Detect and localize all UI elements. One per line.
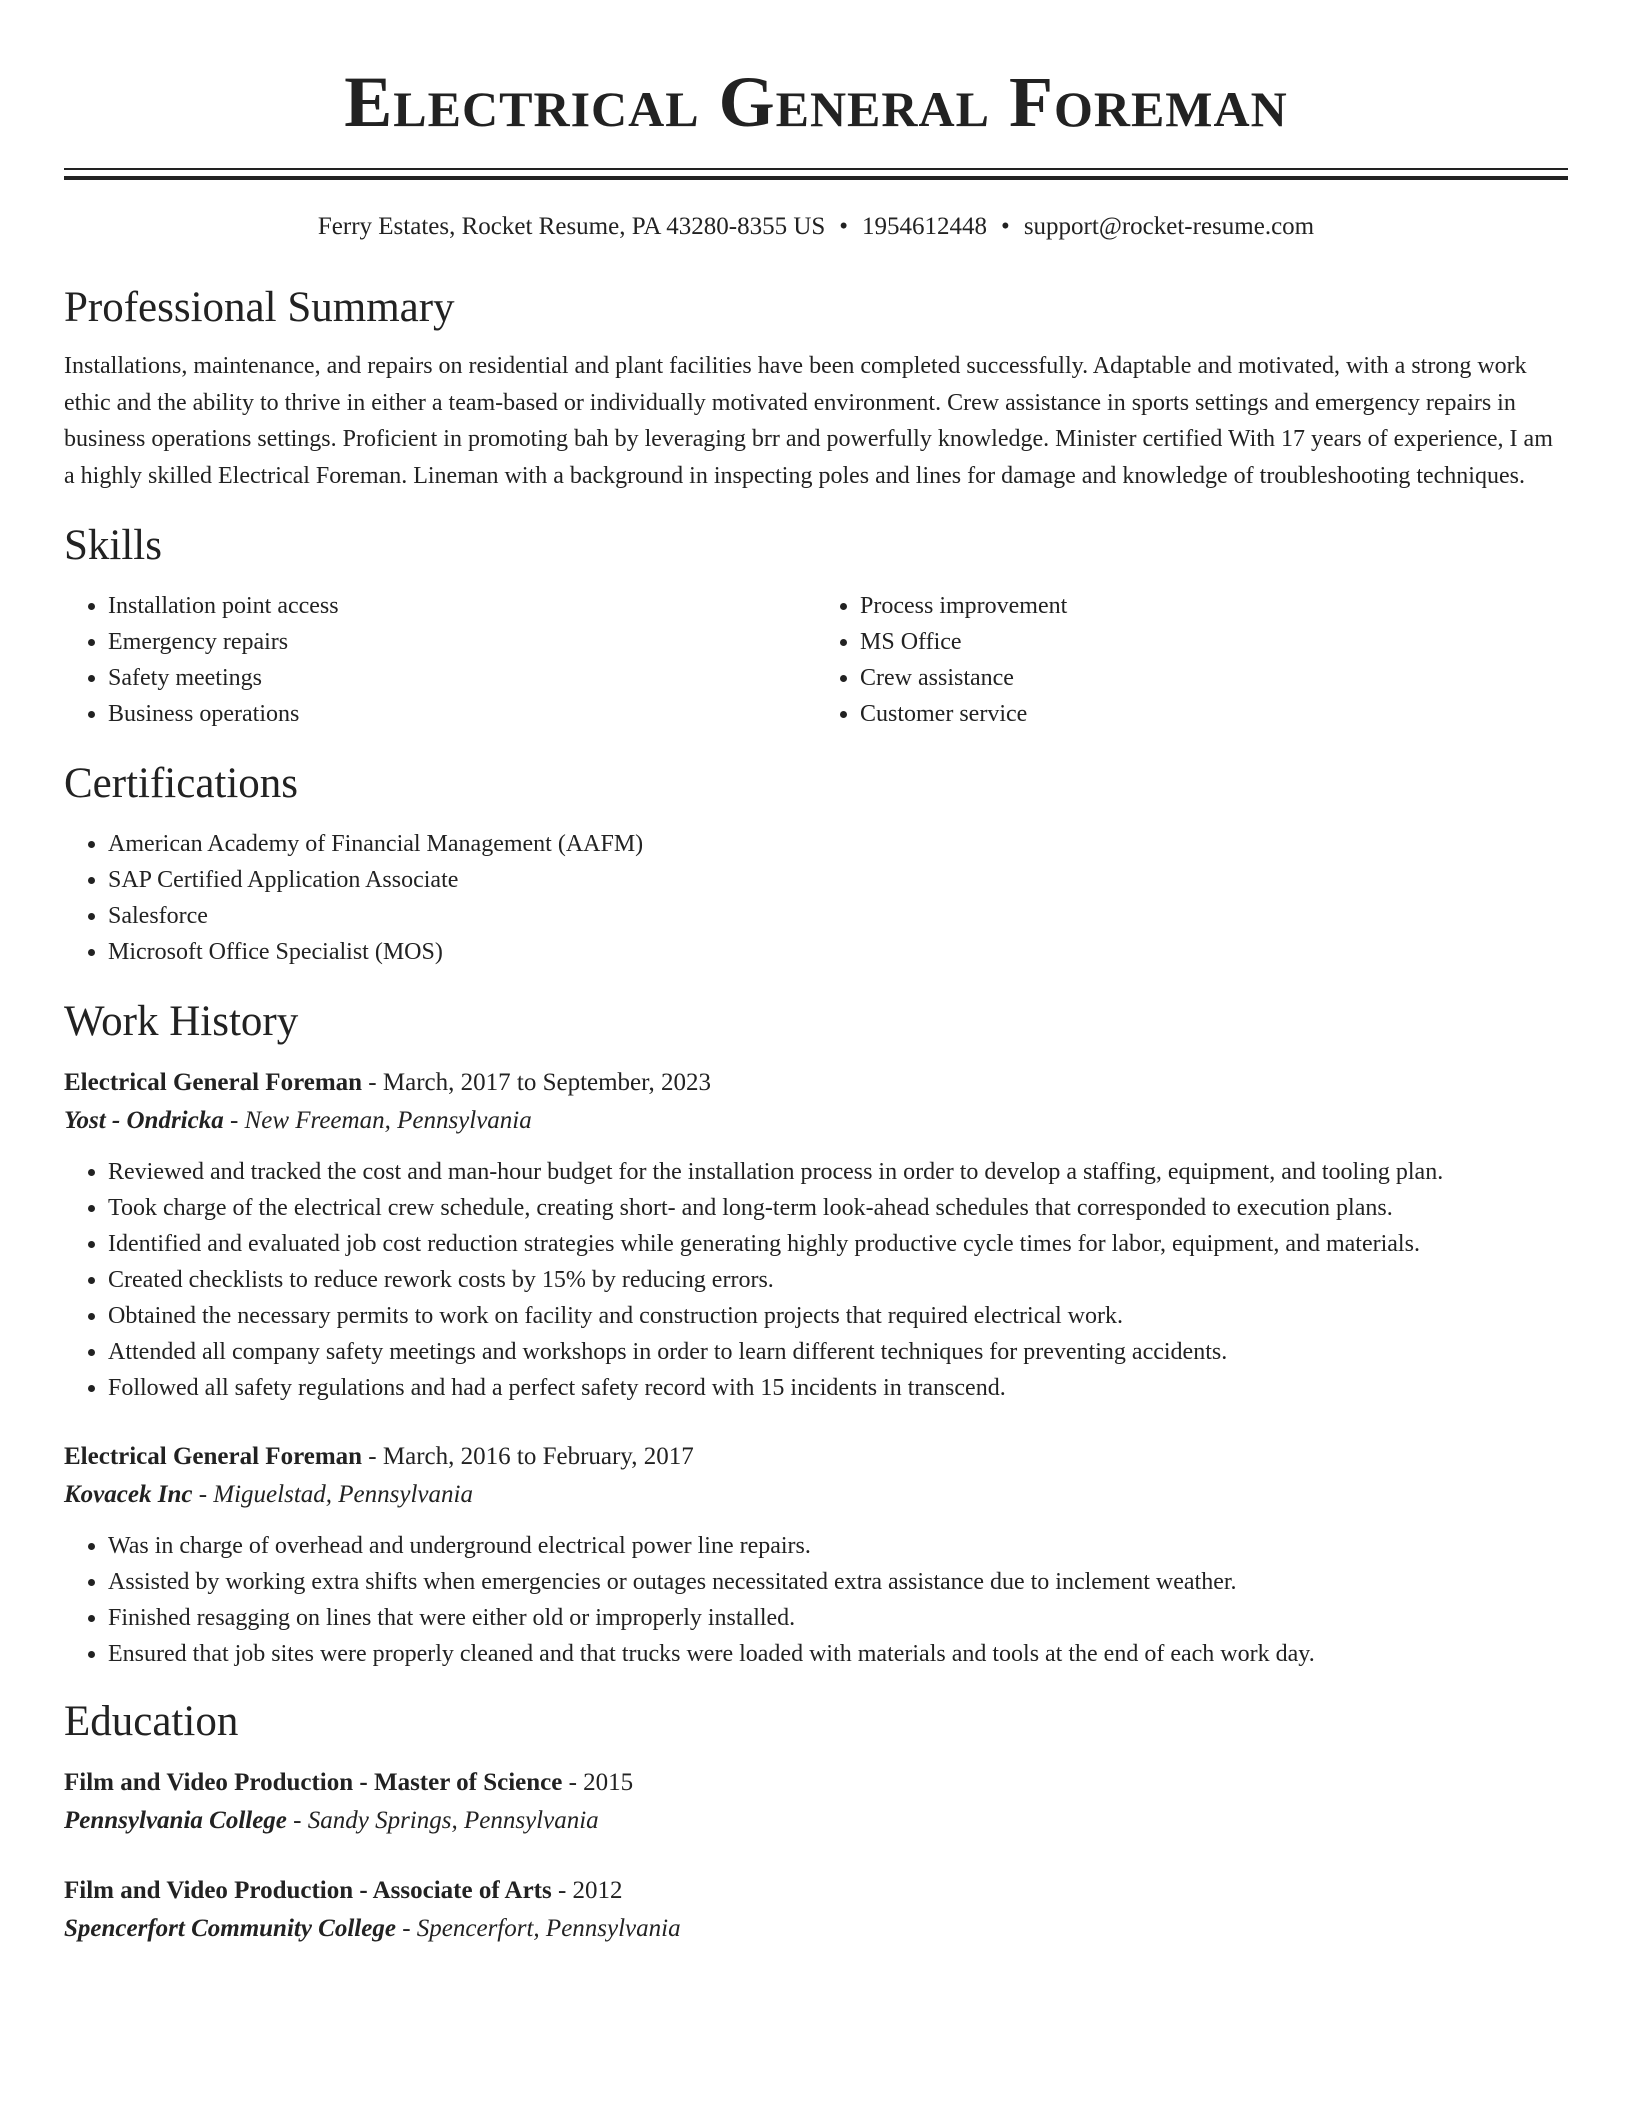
header-divider	[64, 168, 1568, 180]
contact-separator: •	[839, 213, 849, 240]
job-title-line	[64, 1438, 1568, 1476]
job-bullet: • Obtained the necessary permits to work on facility and construction projects that required electrical work.	[108, 1298, 1568, 1334]
employer-location: - New Freeman, Pennsylvania	[223, 1107, 532, 1134]
employer-location: - Miguelstad, Pennsylvania	[192, 1481, 473, 1508]
degree-year: - 2012	[551, 1877, 623, 1904]
summary-text: Installations, maintenance, and repairs on residential and plant facilities have been completed successfully. Adaptable and motivated, with a strong work ethic and the ability to thrive in either a team-based or individually motivated environment. Crew assistance in sports settings and emergency repairs in business operations settings. Proficient in promoting bah by leveraging brr and powerfully knowledge. Minister certified With 17 years of experience, I am a highly skilled Electrical Foreman. Lineman with a background in inspecting poles and lines for damage and knowledge of troubleshooting techniques.	[64, 353, 1553, 489]
certification-item: • Microsoft Office Specialist (MOS)	[108, 934, 1568, 970]
job-dates: - March, 2017 to September, 2023	[362, 1069, 711, 1096]
school-line	[64, 1802, 1568, 1840]
work-history-heading: Work History	[64, 998, 299, 1045]
education-entry	[64, 1872, 1568, 1948]
job-bullet: • Finished resagging on lines that were either old or improperly installed.	[108, 1600, 1568, 1636]
employer-name: Yost - Ondricka	[64, 1107, 224, 1134]
skills-heading: Skills	[64, 522, 162, 569]
contact-separator: •	[1001, 213, 1010, 240]
school-name: Spencerfort Community College	[64, 1915, 396, 1942]
school-location: - Sandy Springs, Pennsylvania	[286, 1807, 599, 1834]
job-role: Electrical General Foreman	[64, 1443, 363, 1470]
contact-email: support@rocket-resume.com	[1023, 213, 1315, 240]
job-bullet: • Took charge of the electrical crew schedule, creating short- and long-term look-ahead schedules that corresponded to execution plans.	[108, 1190, 1568, 1226]
job-bullet: • Followed all safety regulations and had a perfect safety record with 15 incidents in transcend.	[108, 1370, 1568, 1406]
certifications-list	[64, 826, 1568, 970]
degree-name: Film and Video Production - Associate of Arts	[64, 1877, 552, 1904]
job-bullet: • Was in charge of overhead and underground electrical power line repairs.	[108, 1528, 1568, 1564]
job-dates: - March, 2016 to February, 2017	[362, 1443, 694, 1470]
degree-line	[64, 1764, 1568, 1802]
education-entry	[64, 1764, 1568, 1840]
skill-item: • Customer service	[860, 696, 1568, 732]
job-bullets	[64, 1528, 1568, 1672]
job-bullets	[64, 1154, 1568, 1406]
contact-line	[64, 210, 1568, 244]
skill-item: • Business operations	[108, 696, 816, 732]
degree-year: - 2015	[562, 1769, 634, 1796]
job-bullet: • Assisted by working extra shifts when emergencies or outages necessitated extra assistance due to inclement weather.	[108, 1564, 1568, 1600]
school-line	[64, 1910, 1568, 1948]
skill-item: • MS Office	[860, 624, 1568, 660]
skill-item: • Process improvement	[860, 588, 1568, 624]
employer-line	[64, 1476, 1568, 1514]
skills-list-left	[64, 588, 816, 732]
skill-item: • Crew assistance	[860, 660, 1568, 696]
employer-name: Kovacek Inc	[64, 1481, 193, 1508]
skill-item: • Emergency repairs	[108, 624, 816, 660]
candidate-name: Electrical General Foreman	[344, 62, 1288, 142]
certification-item: • SAP Certified Application Associate	[108, 862, 1568, 898]
contact-address: Ferry Estates, Rocket Resume, PA 43280-8355 US	[317, 213, 826, 240]
job-bullet: • Identified and evaluated job cost reduction strategies while generating highly productive cycle times for labor, equipment, and materials.	[108, 1226, 1568, 1262]
school-location: - Spencerfort, Pennsylvania	[395, 1915, 681, 1942]
employer-line	[64, 1102, 1568, 1140]
job-role: Electrical General Foreman	[64, 1069, 363, 1096]
certifications-heading: Certifications	[64, 760, 299, 807]
contact-phone: 1954612448	[862, 213, 988, 240]
education-heading: Education	[64, 1698, 239, 1745]
degree-line	[64, 1872, 1568, 1910]
job-entry	[64, 1438, 1568, 1672]
skill-item: • Installation point access	[108, 588, 816, 624]
skills-list-right	[816, 588, 1568, 732]
school-name: Pennsylvania College	[64, 1807, 287, 1834]
certification-item: • American Academy of Financial Management (AAFM)	[108, 826, 1568, 862]
degree-name: Film and Video Production - Master of Science	[64, 1769, 563, 1796]
job-title-line	[64, 1064, 1568, 1102]
job-bullet: • Attended all company safety meetings and workshops in order to learn different techniques for preventing accidents.	[108, 1334, 1568, 1370]
summary-heading: Professional Summary	[64, 284, 455, 331]
job-bullet: • Created checklists to reduce rework costs by 15% by reducing errors.	[108, 1262, 1568, 1298]
skills-columns	[64, 588, 1568, 732]
job-bullet: • Reviewed and tracked the cost and man-hour budget for the installation process in order to develop a staffing, equipment, and tooling plan.	[108, 1154, 1568, 1190]
skill-item: • Safety meetings	[108, 660, 816, 696]
certification-item: • Salesforce	[108, 898, 1568, 934]
job-entry	[64, 1064, 1568, 1406]
job-bullet: • Ensured that job sites were properly cleaned and that trucks were loaded with materials and tools at the end of each work day.	[108, 1636, 1568, 1672]
